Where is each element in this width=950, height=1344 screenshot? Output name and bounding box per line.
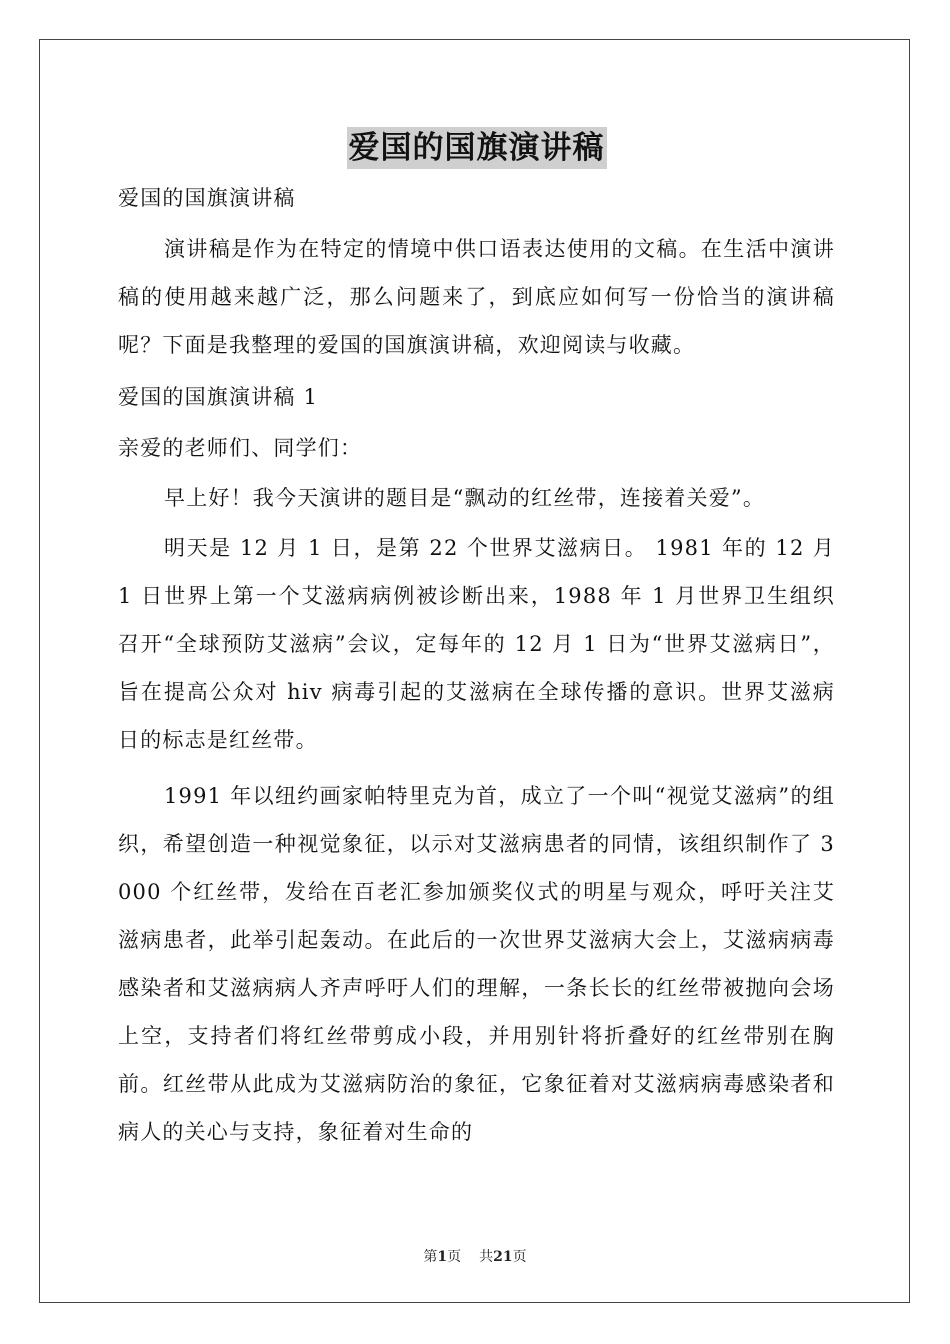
- footer-page-unit: 页: [447, 1249, 462, 1265]
- paragraph-aids-day: 明天是 12 月 1 日，是第 22 个世界艾滋病日。 1981 年的 12 月 1 日世界上第一个艾滋病病例被诊断出来，1988 年 1 月世界卫生组织召开“全球预防艾滋病”会议，定每年的 12 月 1 日为“世界艾滋病日”，旨在提高公众对 hiv 病毒引起的艾滋病在全球传播的意识。世界艾滋病日的标志是红丝带。: [118, 536, 835, 752]
- footer-total-pages: 21: [493, 1249, 513, 1265]
- section-heading: 爱国的国旗演讲稿 1: [118, 385, 319, 409]
- footer-current-page: 1: [437, 1249, 448, 1265]
- document-subtitle: 爱国的国旗演讲稿: [118, 186, 296, 210]
- page-footer: [0, 1247, 950, 1267]
- intro-paragraph: 演讲稿是作为在特定的情境中供口语表达使用的文稿。在生活中演讲稿的使用越来越广泛，那么问题来了，到底应如何写一份恰当的演讲稿呢？下面是我整理的爱国的国旗演讲稿，欢迎阅读与收藏。: [118, 237, 835, 357]
- paragraph-red-ribbon: 1991 年以纽约画家帕特里克为首，成立了一个叫“视觉艾滋病”的组织，希望创造一种视觉象征，以示对艾滋病患者的同情，该组织制作了 3000 个红丝带，发给在百老汇参加颁奖仪式的明星与观众，呼吁关注艾滋病患者，此举引起轰动。在此后的一次世界艾滋病大会上，艾滋病病毒感染者和艾滋病病人齐声呼吁人们的理解，一条长长的红丝带被抛向会场上空，支持者们将红丝带剪成小段，并用别针将折叠好的红丝带别在胸前。红丝带从此成为艾滋病防治的象征，它象征着对艾滋病病毒感染者和病人的关心与支持，象征着对生命的: [118, 784, 835, 1144]
- title-wrap: [118, 127, 835, 169]
- document-title: 爱国的国旗演讲稿: [347, 127, 607, 169]
- footer-total-prefix: 共: [479, 1249, 494, 1265]
- footer-prefix: 第: [423, 1249, 438, 1265]
- salutation: 亲爱的老师们、同学们：: [118, 436, 363, 460]
- footer-total-unit: 页: [512, 1249, 527, 1265]
- paragraph-greeting: 早上好！我今天演讲的题目是“飘动的红丝带，连接着关爱”。: [164, 486, 766, 510]
